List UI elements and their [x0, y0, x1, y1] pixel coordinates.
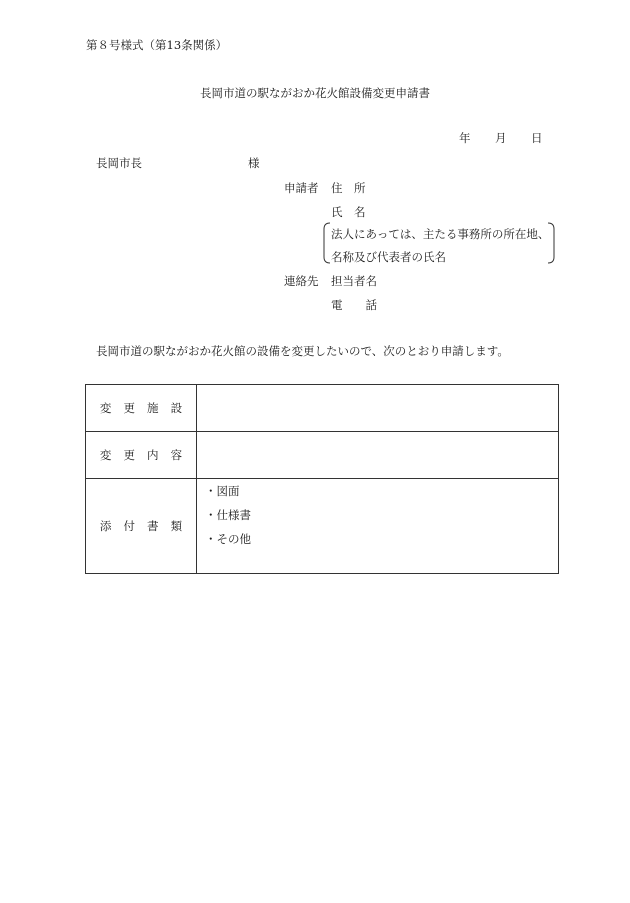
applicant-label: 申請者 — [284, 181, 319, 195]
attachments-list — [197, 479, 558, 573]
table-row — [86, 385, 559, 432]
corporate-note-line2: 名称及び代表者の氏名 — [331, 250, 446, 264]
attachment-item-drawing: ・図面 — [205, 484, 240, 498]
date-month-label: 月 — [495, 131, 507, 145]
contact-label: 連絡先 — [284, 274, 319, 288]
attachments-value-cell[interactable] — [197, 479, 559, 574]
date-year-label: 年 — [459, 131, 471, 145]
table-row — [86, 479, 559, 574]
address-label: 住 所 — [331, 181, 366, 195]
corporate-note-line1: 法人にあっては、主たる事務所の所在地、 — [331, 227, 550, 241]
recipient-suffix: 様 — [248, 156, 260, 170]
table-row — [86, 432, 559, 479]
phone-label: 電 話 — [331, 298, 377, 312]
row-label-facility: 変更施設 — [99, 401, 195, 415]
content-value-cell[interactable] — [197, 432, 559, 479]
date-day-label: 日 — [531, 131, 543, 145]
row-label-content: 変更内容 — [99, 448, 195, 462]
recipient-name: 長岡市長 — [96, 156, 142, 170]
intro-text: 長岡市道の駅ながおか花火館の設備を変更したいので、次のとおり申請します。 — [96, 344, 509, 358]
row-label-attachments: 添付書類 — [99, 519, 195, 533]
application-table — [85, 384, 559, 574]
table-label-cell — [86, 385, 197, 432]
table-label-cell — [86, 432, 197, 479]
attachment-item-other: ・その他 — [205, 532, 251, 546]
attachment-item-spec: ・仕様書 — [205, 508, 251, 522]
table-label-cell — [86, 479, 197, 574]
name-label: 氏 名 — [331, 205, 366, 219]
facility-value-cell[interactable] — [197, 385, 559, 432]
contact-person-label: 担当者名 — [331, 274, 377, 288]
form-number: 第８号様式（第13条関係） — [86, 38, 228, 52]
document-title: 長岡市道の駅ながおか花火館設備変更申請書 — [200, 86, 430, 100]
